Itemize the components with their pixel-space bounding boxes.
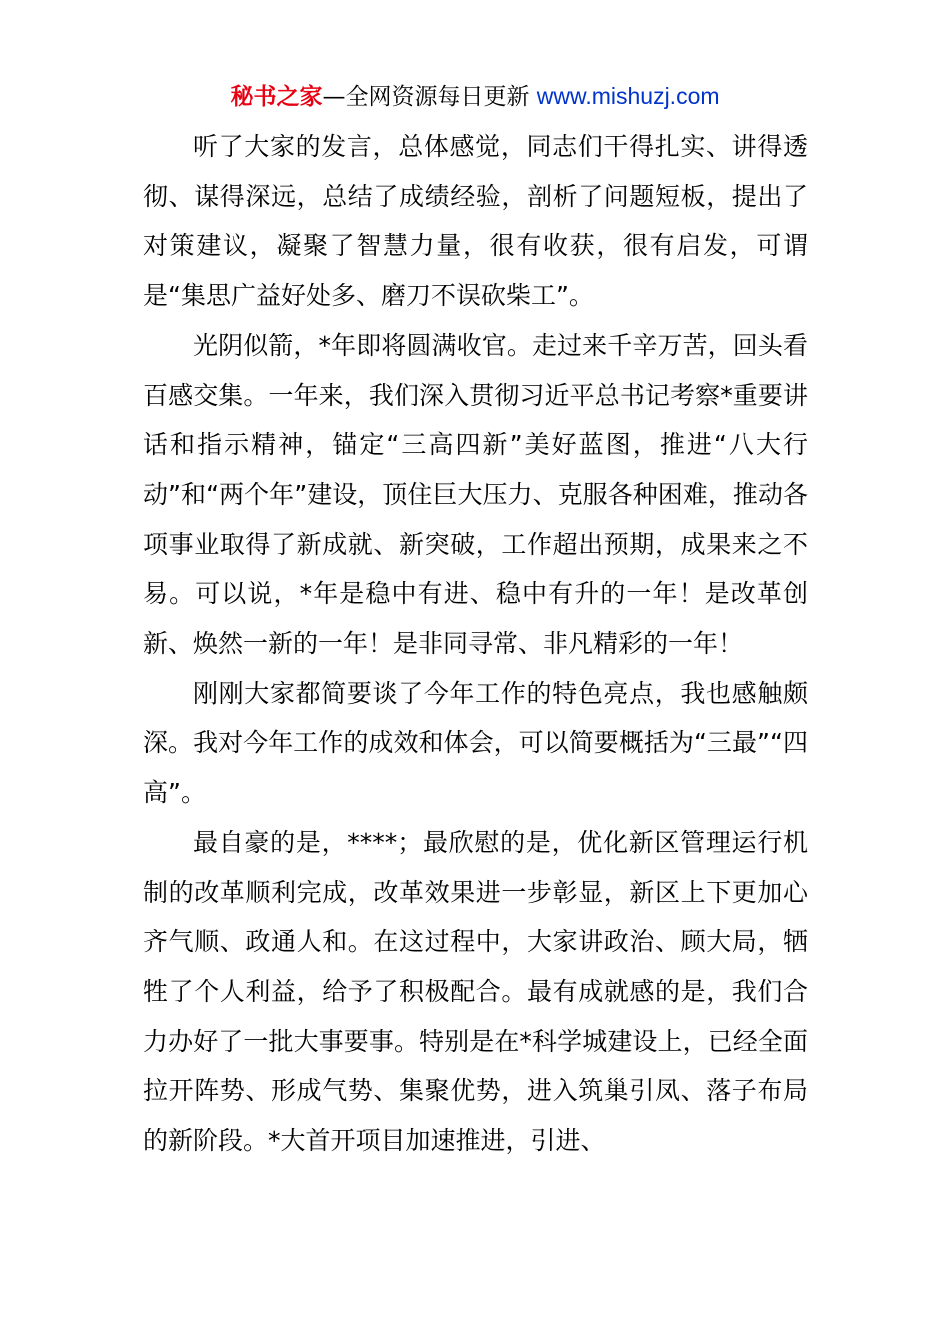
paragraph-1: 听了大家的发言，总体感觉，同志们干得扎实、讲得透彻、谋得深远，总结了成绩经验，剖析了问题短板，提出了对策建议，凝聚了智慧力量，很有收获，很有启发，可谓是“集思广益好处多、磨刀不误砍柴工”。	[143, 132, 808, 311]
paragraph-2: 光阴似箭，*年即将圆满收官。走过来千辛万苦，回头看百感交集。一年来，我们深入贯彻习近平总书记考察*重要讲话和指示精神，锚定“三高四新”美好蓝图，推进“八大行动”和“两个年”建设，顶住巨大压力、克服各种困难，推动各项事业取得了新成就、新突破，工作超出预期，成果来之不易。可以说，*年是稳中有进、稳中有升的一年！是改革创新、焕然一新的一年！是非同寻常、非凡精彩的一年！	[143, 330, 808, 659]
site-url-link[interactable]: www.mishuzj.com	[536, 83, 720, 109]
header-tagline: —全网资源每日更新	[322, 84, 530, 110]
document-body	[143, 122, 808, 1166]
paragraph-4: 最自豪的是，****；最欣慰的是，优化新区管理运行机制的改革顺利完成，改革效果进一步彰显，新区上下更加心齐气顺、政通人和。在这过程中，大家讲政治、顾大局，牺牲了个人利益，给予了积极配合。最有成就感的是，我们合力办好了一批大事要事。特别是在*科学城建设上，已经全面拉开阵势、形成气势、集聚优势，进入筑巢引凤、落子布局的新阶段。*大首开项目加速推进，引进、	[143, 827, 808, 1156]
page-header	[0, 80, 950, 113]
brand-name: 秘书之家	[230, 84, 323, 110]
paragraph-3: 刚刚大家都简要谈了今年工作的特色亮点，我也感触颇深。我对今年工作的成效和体会，可以简要概括为“三最”“四高”。	[143, 678, 808, 808]
